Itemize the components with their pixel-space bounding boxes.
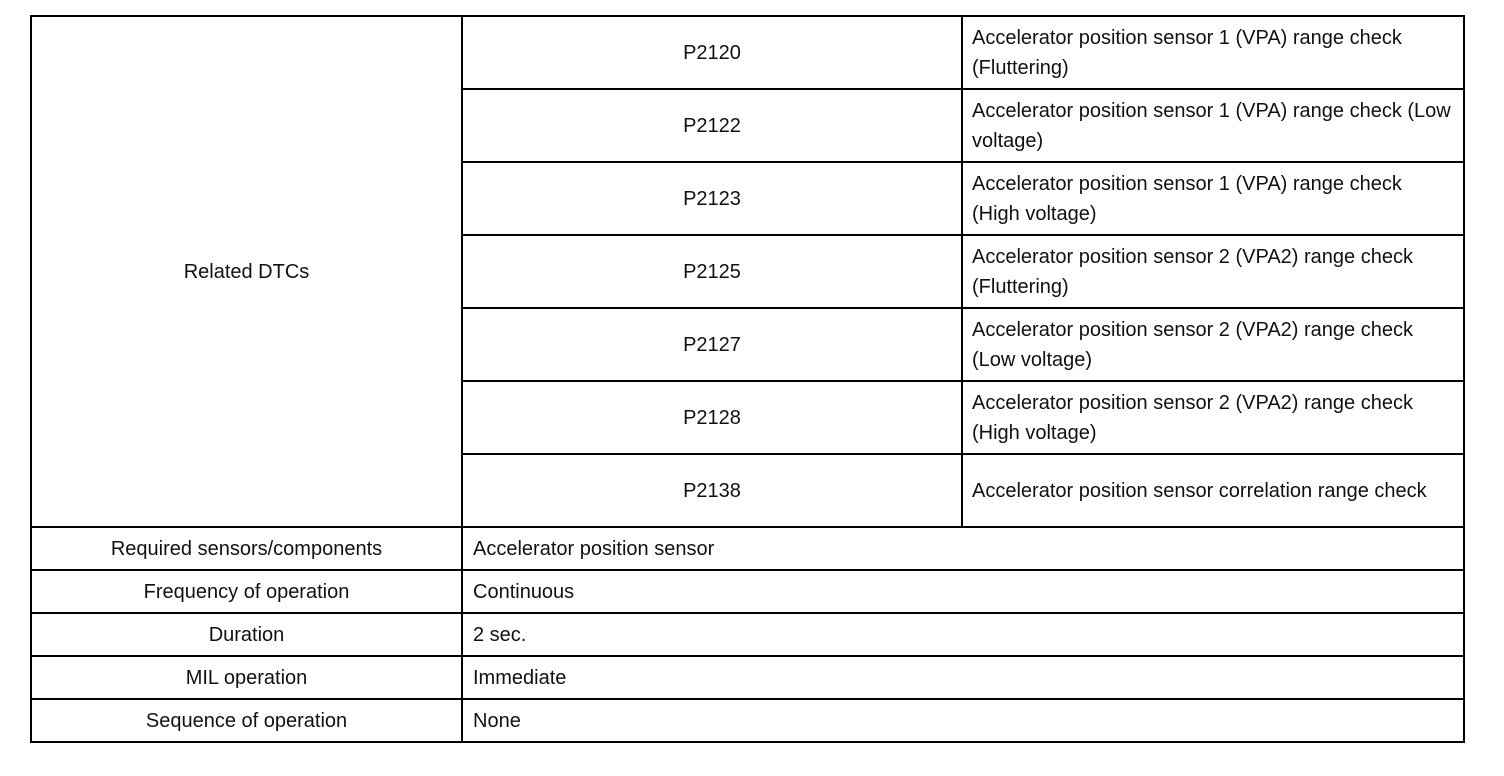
table-row bbox=[31, 570, 1464, 613]
dtc-code: P2127 bbox=[462, 308, 962, 381]
dtc-description: Accelerator position sensor 1 (VPA) range check (High voltage) bbox=[962, 162, 1464, 235]
property-value: Continuous bbox=[462, 570, 1464, 613]
dtc-code: P2125 bbox=[462, 235, 962, 308]
dtc-code: P2123 bbox=[462, 162, 962, 235]
property-label: Required sensors/components bbox=[31, 527, 462, 570]
table-row bbox=[31, 613, 1464, 656]
table-row bbox=[31, 656, 1464, 699]
property-value: Accelerator position sensor bbox=[462, 527, 1464, 570]
dtc-code: P2122 bbox=[462, 89, 962, 162]
dtc-description: Accelerator position sensor 2 (VPA2) range check (Low voltage) bbox=[962, 308, 1464, 381]
dtc-description: Accelerator position sensor 2 (VPA2) range check (High voltage) bbox=[962, 381, 1464, 454]
dtc-code: P2128 bbox=[462, 381, 962, 454]
monitor-spec-table bbox=[30, 15, 1465, 743]
property-label: Frequency of operation bbox=[31, 570, 462, 613]
property-label: Sequence of operation bbox=[31, 699, 462, 742]
property-value: Immediate bbox=[462, 656, 1464, 699]
dtc-code: P2120 bbox=[462, 16, 962, 89]
dtc-code: P2138 bbox=[462, 454, 962, 527]
dtc-description: Accelerator position sensor 1 (VPA) range check (Low voltage) bbox=[962, 89, 1464, 162]
dtc-description: Accelerator position sensor 2 (VPA2) range check (Fluttering) bbox=[962, 235, 1464, 308]
table-row bbox=[31, 699, 1464, 742]
related-dtcs-label: Related DTCs bbox=[31, 16, 462, 527]
dtc-description: Accelerator position sensor 1 (VPA) range check (Fluttering) bbox=[962, 16, 1464, 89]
property-label: Duration bbox=[31, 613, 462, 656]
property-value: None bbox=[462, 699, 1464, 742]
property-label: MIL operation bbox=[31, 656, 462, 699]
property-value: 2 sec. bbox=[462, 613, 1464, 656]
dtc-description: Accelerator position sensor correlation range check bbox=[962, 454, 1464, 527]
table-row bbox=[31, 527, 1464, 570]
table-row bbox=[31, 16, 1464, 89]
